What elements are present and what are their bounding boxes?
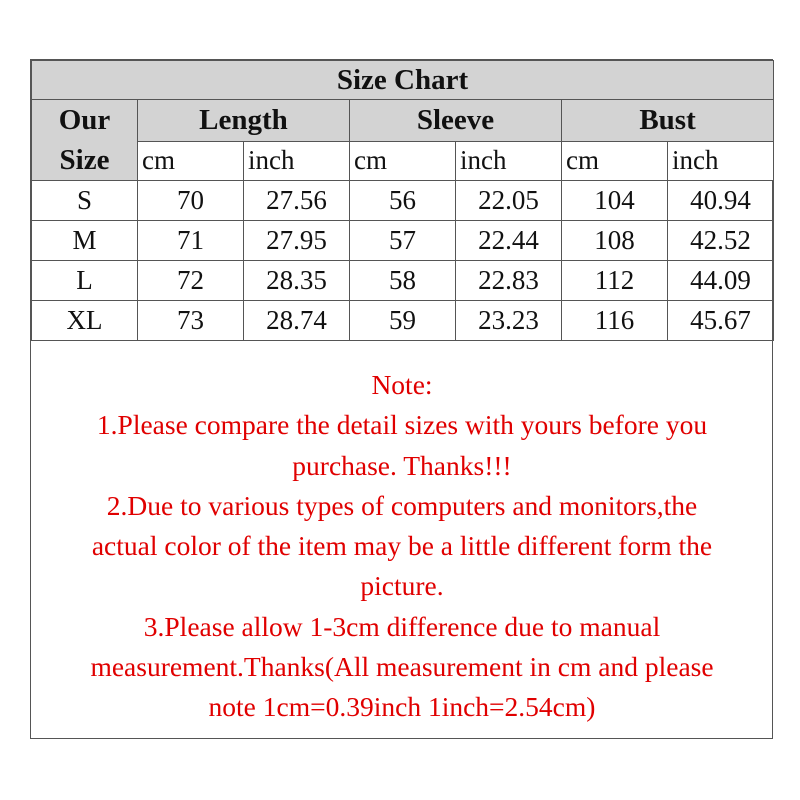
table-cell: 73 [138, 301, 244, 341]
note-line: 1.Please compare the detail sizes with yours before you [96, 409, 708, 441]
table-cell: 23.23 [456, 301, 562, 341]
table-cell: 104 [562, 181, 668, 221]
size-label: L [32, 261, 138, 301]
table-cell: 40.94 [668, 181, 774, 221]
bust-header: Bust [562, 100, 774, 142]
table-cell: 42.52 [668, 221, 774, 261]
table-cell: 112 [562, 261, 668, 301]
table-cell: 27.95 [244, 221, 350, 261]
note-heading: Note: [371, 369, 433, 400]
table-cell: 22.05 [456, 181, 562, 221]
table-cell: 116 [562, 301, 668, 341]
table-cell: 70 [138, 181, 244, 221]
note-line: 3.Please allow 1-3cm difference due to manual [143, 610, 661, 642]
table-cell: 22.44 [456, 221, 562, 261]
table-cell: 28.74 [244, 301, 350, 341]
our-size-line2: Size [59, 144, 110, 176]
unit-header: cm [138, 141, 244, 181]
size-label: M [32, 221, 138, 261]
note-line: picture. [360, 570, 444, 602]
table-row [32, 181, 774, 221]
table-cell: 72 [138, 261, 244, 301]
size-table [31, 60, 774, 341]
length-header: Length [138, 100, 350, 142]
chart-title: Size Chart [32, 61, 774, 100]
table-cell: 71 [138, 221, 244, 261]
table-cell: 108 [562, 221, 668, 261]
unit-header: cm [562, 141, 668, 181]
note-line: actual color of the item may be a little different form the [91, 530, 713, 562]
unit-header: inch [244, 141, 350, 181]
note-section [31, 341, 773, 728]
unit-header: cm [350, 141, 456, 181]
sleeve-header: Sleeve [350, 100, 562, 142]
note-line: measurement.Thanks(All measurement in cm and please [90, 651, 714, 683]
table-cell: 44.09 [668, 261, 774, 301]
table-cell: 28.35 [244, 261, 350, 301]
unit-header: inch [456, 141, 562, 181]
table-cell: 58 [350, 261, 456, 301]
table-cell: 56 [350, 181, 456, 221]
note-line: note 1cm=0.39inch 1inch=2.54cm) [208, 691, 596, 723]
table-row [32, 261, 774, 301]
table-row [32, 221, 774, 261]
table-cell: 57 [350, 221, 456, 261]
our-size-header [32, 100, 138, 181]
size-label: S [32, 181, 138, 221]
unit-header: inch [668, 141, 774, 181]
note-line: 2.Due to various types of computers and monitors,the [106, 489, 698, 521]
note-line: purchase. Thanks!!! [292, 449, 512, 481]
table-cell: 22.83 [456, 261, 562, 301]
table-row [32, 301, 774, 341]
our-size-line1: Our [58, 104, 111, 136]
size-chart [30, 59, 773, 739]
table-cell: 27.56 [244, 181, 350, 221]
size-label: XL [32, 301, 138, 341]
table-cell: 45.67 [668, 301, 774, 341]
table-cell: 59 [350, 301, 456, 341]
